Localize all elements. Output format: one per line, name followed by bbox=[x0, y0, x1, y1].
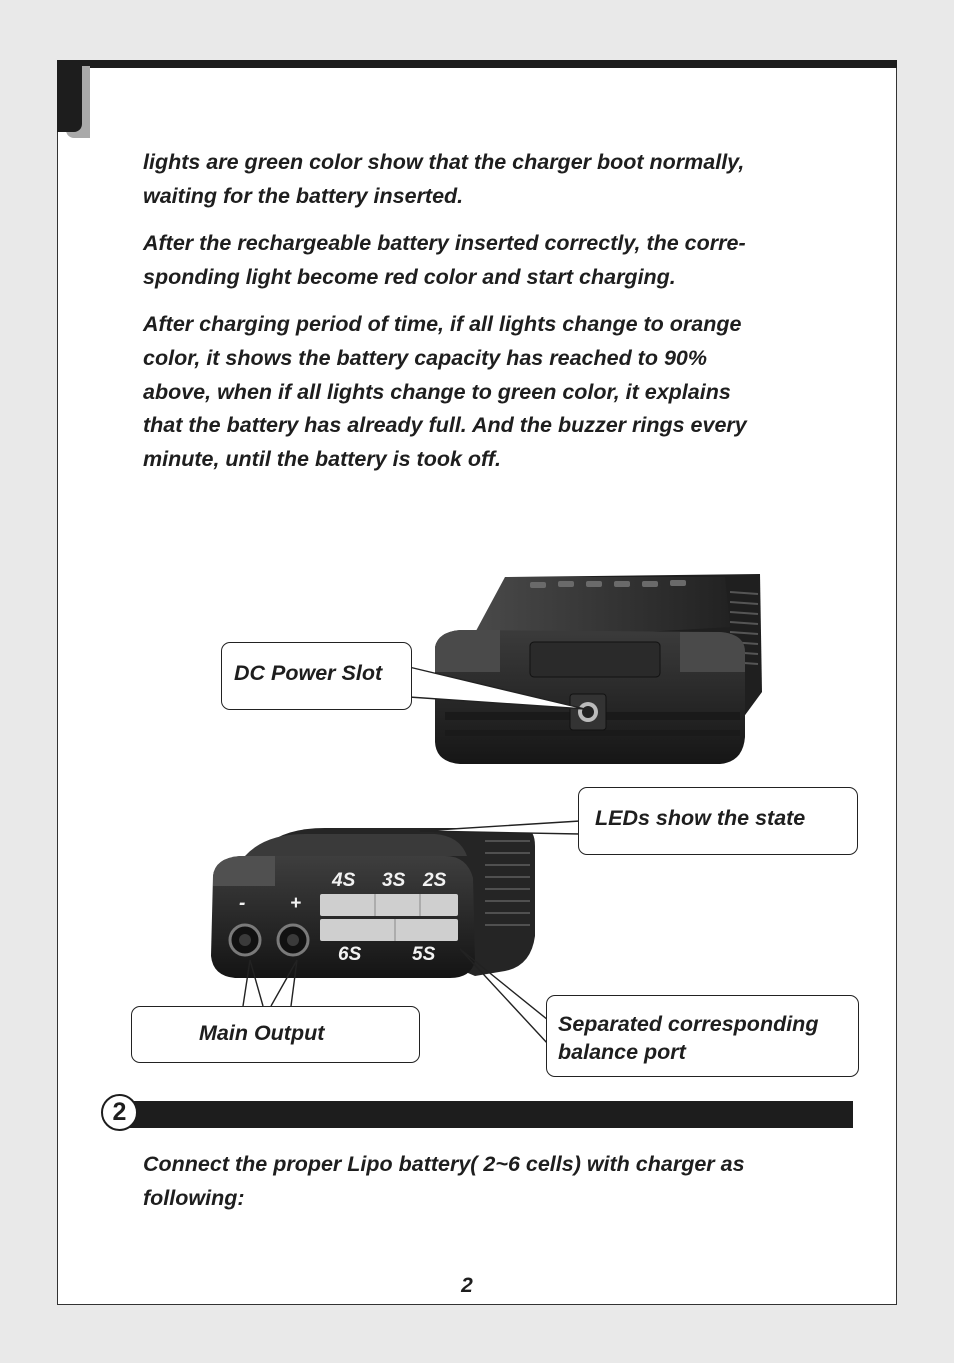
page-number: 2 bbox=[461, 1274, 473, 1297]
balance-port-callout bbox=[546, 995, 859, 1077]
main-output-label: Main Output bbox=[199, 1021, 325, 1045]
paragraph-led-green: lights are green color show that the charger boot normally, waiting for the battery inserted. bbox=[143, 150, 745, 208]
dc-power-slot-callout bbox=[221, 642, 412, 710]
port-2s-label: 2S bbox=[423, 870, 447, 891]
minus-terminal-label: - bbox=[239, 893, 246, 914]
port-6s-label: 6S bbox=[338, 944, 362, 965]
port-5s-label: 5S bbox=[412, 944, 436, 965]
balance-port-label: Separated corresponding balance port bbox=[558, 1012, 819, 1064]
leds-state-callout bbox=[578, 787, 858, 855]
leds-state-label: LEDs show the state bbox=[595, 806, 806, 830]
main-output-callout bbox=[131, 1006, 420, 1063]
section-header-bar bbox=[120, 1101, 853, 1128]
paragraph-battery-inserted: After the rechargeable battery inserted correctly, the corre- sponding light become red color and start charging. bbox=[143, 231, 746, 289]
port-3s-label: 3S bbox=[382, 870, 406, 891]
section-number-badge: 2 bbox=[101, 1094, 138, 1131]
port-4s-label: 4S bbox=[332, 870, 356, 891]
paragraph-charging-status: After charging period of time, if all lights change to orange color, it shows the battery capacity has reached to 90% above, when if all lights change to green color, it explains that the battery has already full. And the buzzer rings every minute, until the battery is took off. bbox=[143, 312, 747, 472]
plus-terminal-label: + bbox=[290, 893, 302, 914]
section-instructions: Connect the proper Lipo battery( 2~6 cells) with charger as following: bbox=[143, 1152, 745, 1210]
dc-power-slot-label: DC Power Slot bbox=[234, 661, 383, 685]
